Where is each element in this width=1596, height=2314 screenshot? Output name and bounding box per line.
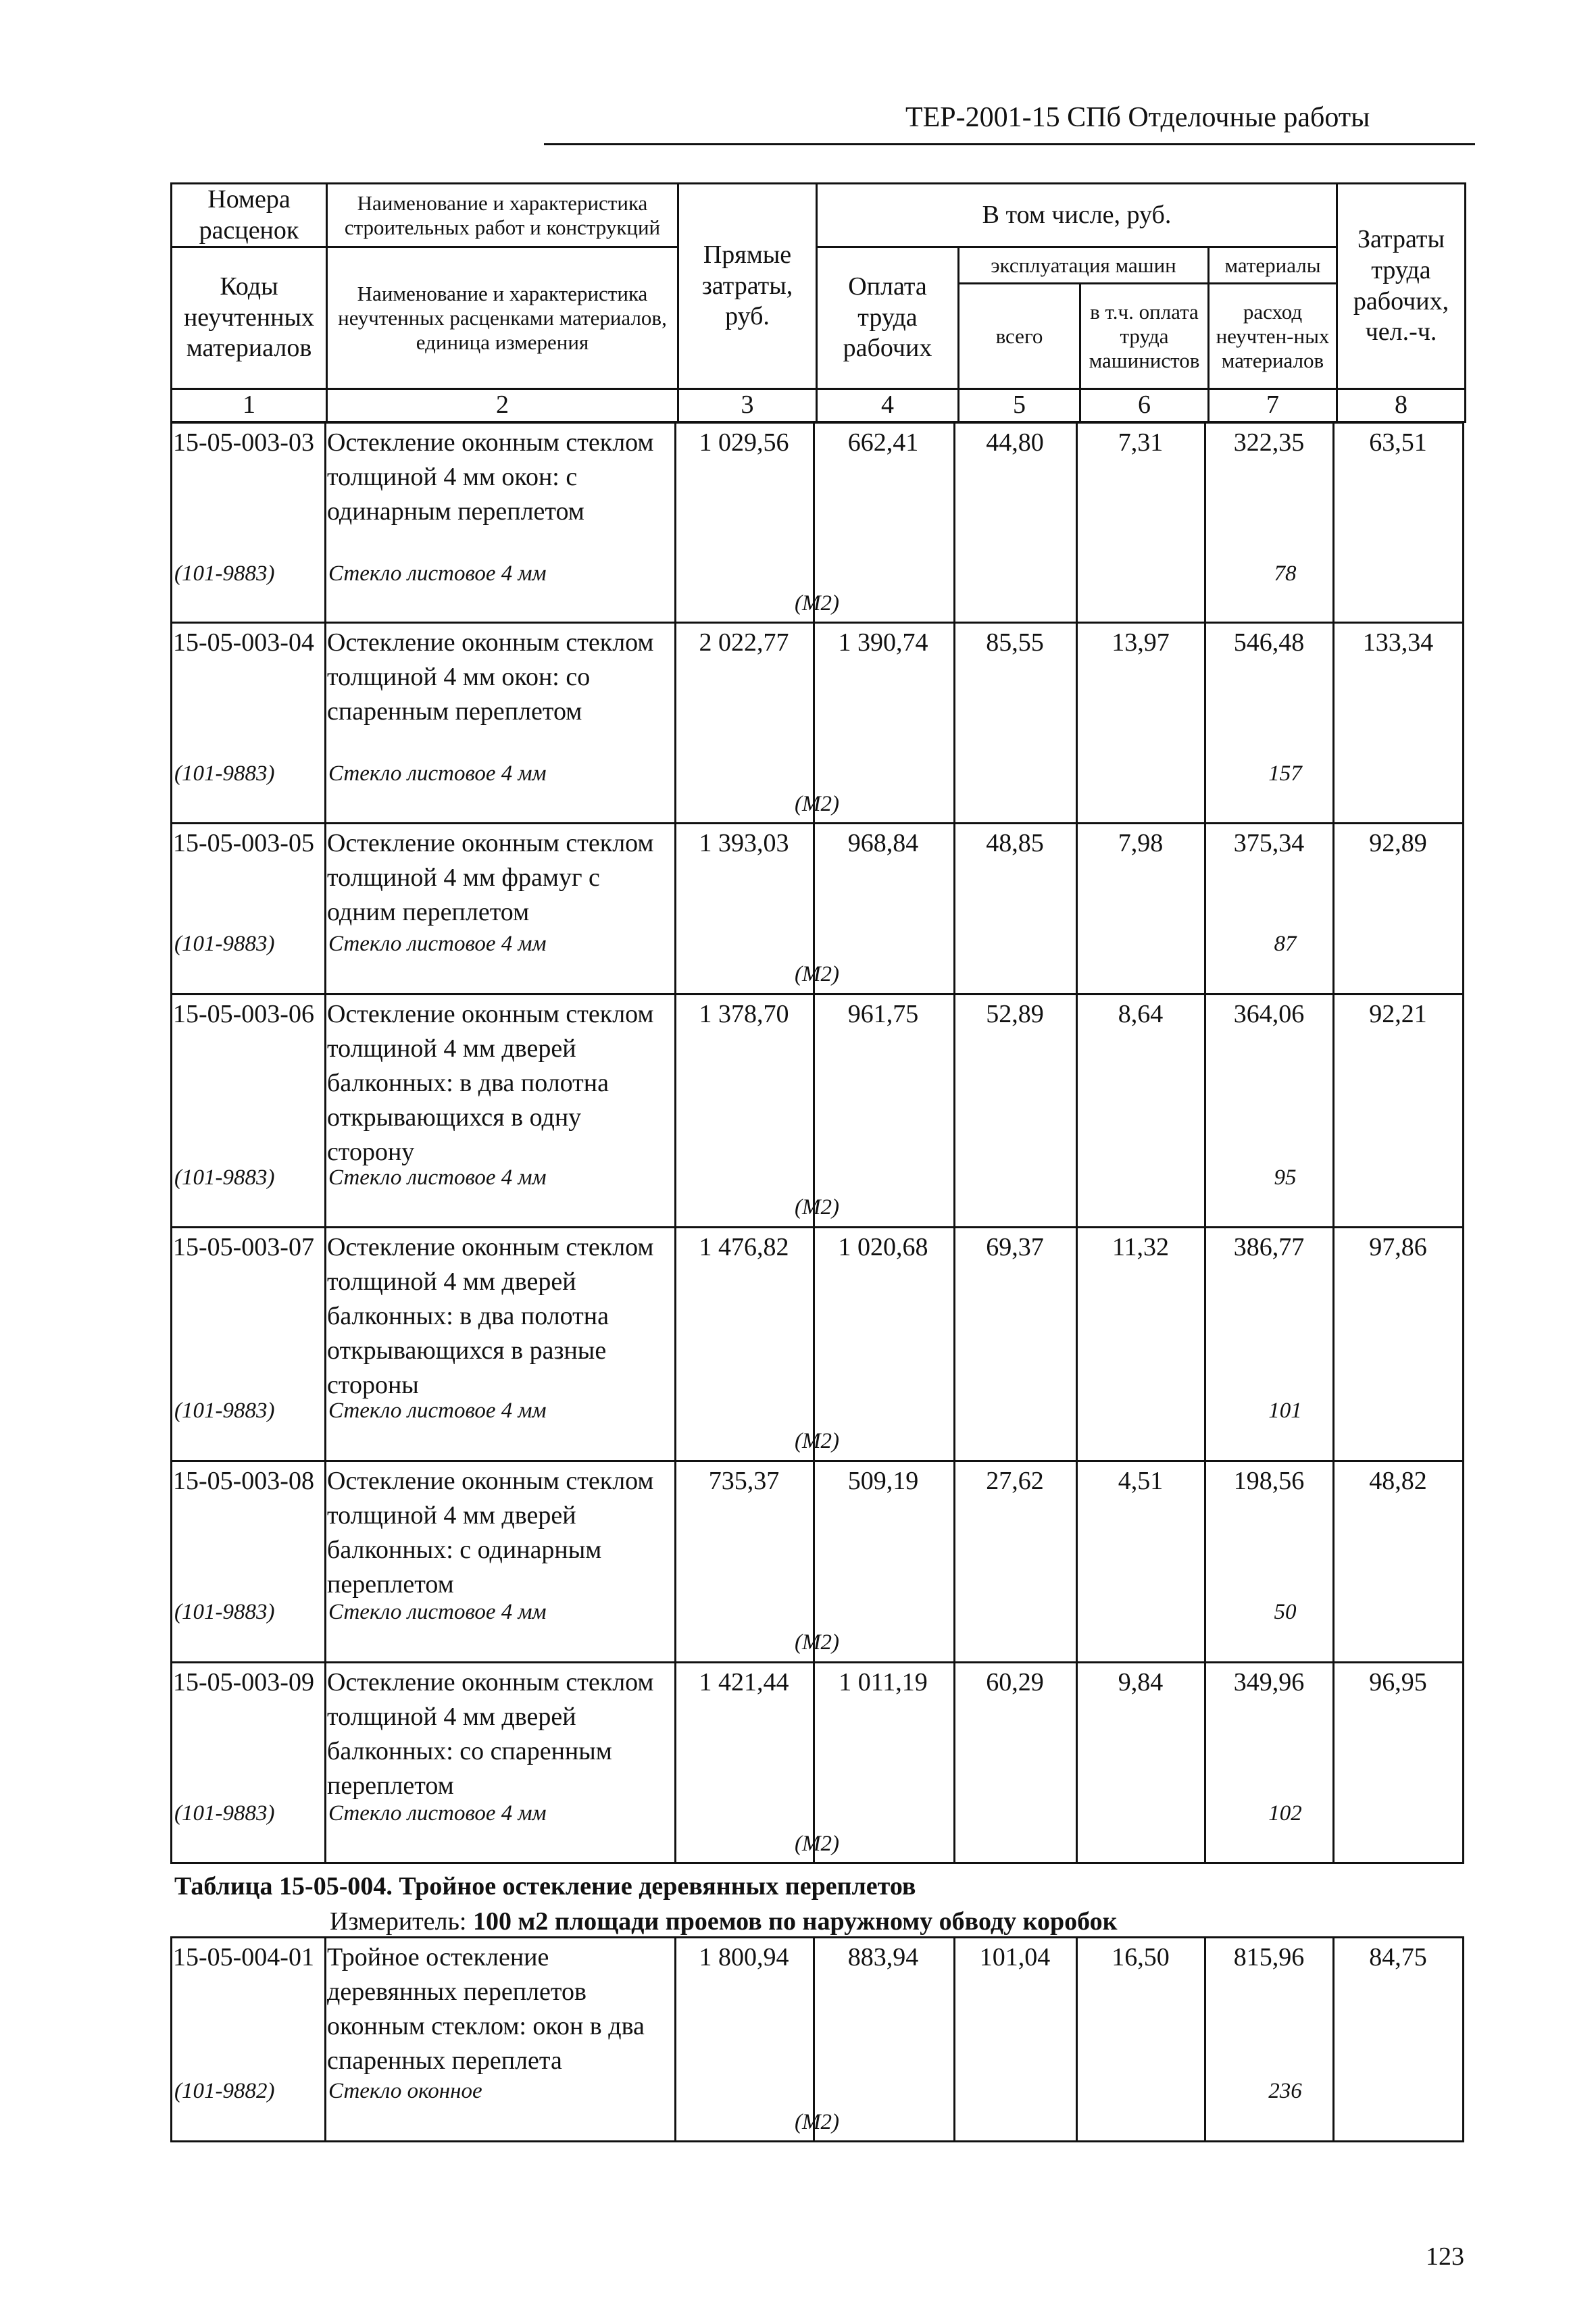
materials-cost: 386,77 [1233,1233,1305,1261]
direct-cost: 1 800,94 [699,1943,789,1971]
table-title: Таблица 15-05-004. Тройное остекление деревянных переплетов [174,1872,916,1901]
labor-hours: 133,34 [1362,628,1434,657]
operators-cost: 11,32 [1112,1233,1170,1261]
material-name: Стекло листовое 4 мм [328,932,547,956]
col1-top-header: Номера расценок [172,184,327,247]
material-name: Стекло листовое 4 мм [328,1600,547,1624]
material-unit: (М2) [795,591,839,615]
table-header [170,182,1466,423]
rate-code: 15-05-004-01 [173,1943,314,1971]
materials-cost: 198,56 [1233,1467,1305,1495]
labor-cost: 509,19 [847,1467,919,1495]
labor-hours: 97,86 [1369,1233,1427,1261]
col6-header: в т.ч. оплата труда машинистов [1080,284,1209,389]
material-name: Стекло листовое 4 мм [328,561,547,586]
labor-cost: 662,41 [847,428,919,457]
table-row [170,622,1464,822]
col2-bottom-header: Наименование и характеристика неучтенных расценками материалов, единица измерения [327,247,678,389]
material-code: (101-9883) [174,1399,275,1423]
table-row [170,1936,1464,2142]
rate-code: 15-05-003-03 [173,428,314,457]
col1-bottom-header: Коды неучтенных материалов [172,247,327,389]
operators-cost: 7,31 [1118,428,1164,457]
measure-value: 100 м2 площади проемов по наружному обводу коробок [473,1907,1118,1936]
operators-cost: 16,50 [1112,1943,1170,1971]
table-row [170,1460,1464,1661]
direct-cost: 1 421,44 [699,1668,789,1696]
col-number: 7 [1209,389,1337,422]
rate-code: 15-05-003-08 [173,1467,314,1495]
direct-cost: 735,37 [708,1467,780,1495]
col-number: 5 [959,389,1080,422]
material-quantity: 78 [1274,561,1297,586]
material-code: (101-9883) [174,1165,275,1190]
col-number: 6 [1080,389,1209,422]
material-unit: (М2) [795,962,839,986]
material-name: Стекло листовое 4 мм [328,761,547,786]
col-number: 2 [327,389,678,422]
measure-line [330,1907,1118,1936]
machines-header: эксплуатация машин [959,247,1209,284]
labor-cost: 968,84 [847,829,919,857]
materials-cost: 322,35 [1233,428,1305,457]
labor-cost: 1 390,74 [838,628,928,657]
col2-top-header: Наименование и характеристика строительных работ и конструкций [327,184,678,247]
machines-cost: 27,62 [986,1467,1044,1495]
materials-cost: 815,96 [1233,1943,1305,1971]
machines-cost: 52,89 [986,1000,1044,1028]
work-name: Остекление оконным стеклом толщиной 4 мм окон: со спаренным переплетом [327,628,654,726]
material-code: (101-9883) [174,561,275,586]
machines-cost: 60,29 [986,1668,1044,1696]
running-title: ТЕР-2001-15 СПб Отделочные работы [905,102,1370,133]
header-rule [544,143,1475,145]
work-name: Остекление оконным стеклом толщиной 4 мм фрамуг с одним переплетом [327,829,654,926]
operators-cost: 4,51 [1118,1467,1164,1495]
table-row [170,1226,1464,1460]
labor-cost: 961,75 [847,1000,919,1028]
direct-cost: 1 029,56 [699,428,789,457]
col8-header: Затраты труда рабочих, чел.-ч. [1337,184,1466,389]
material-unit: (М2) [795,1832,839,1856]
operators-cost: 7,98 [1118,829,1164,857]
materials-header: материалы [1209,247,1337,284]
table-row [170,422,1464,622]
direct-cost: 1 378,70 [699,1000,789,1028]
labor-hours: 48,82 [1369,1467,1427,1495]
materials-cost: 546,48 [1233,628,1305,657]
col-number: 3 [678,389,817,422]
col-number: 8 [1337,389,1466,422]
material-unit: (М2) [795,1429,839,1453]
work-name: Остекление оконным стеклом толщиной 4 мм окон: с одинарным переплетом [327,428,654,526]
material-quantity: 95 [1274,1165,1297,1190]
work-name: Тройное остекление деревянных переплетов оконным стеклом: окон в два спаренных переплета [327,1943,645,2075]
material-code: (101-9883) [174,1600,275,1624]
labor-cost: 1 011,19 [839,1668,928,1696]
col4-header: Оплата труда рабочих [817,247,959,389]
table-row [170,822,1464,993]
work-name: Остекление оконным стеклом толщиной 4 мм дверей балконных: в два полотна открывающихся в разные стороны [327,1233,654,1399]
col5-header: всего [959,284,1080,389]
labor-cost: 883,94 [847,1943,919,1971]
operators-cost: 9,84 [1118,1668,1164,1696]
materials-cost: 364,06 [1233,1000,1305,1028]
operators-cost: 13,97 [1112,628,1170,657]
labor-hours: 92,89 [1369,829,1427,857]
material-quantity: 50 [1274,1600,1297,1624]
material-unit: (М2) [795,792,839,816]
direct-cost: 2 022,77 [699,628,789,657]
page-number: 123 [1426,2242,1464,2271]
material-unit: (М2) [795,2110,839,2134]
materials-cost: 349,96 [1233,1668,1305,1696]
material-quantity: 236 [1268,2079,1302,2103]
labor-hours: 63,51 [1369,428,1427,457]
table-row [170,1661,1464,1864]
material-quantity: 87 [1274,932,1297,956]
in-that-number-header: В том числе, руб. [817,184,1337,247]
operators-cost: 8,64 [1118,1000,1164,1028]
material-code: (101-9882) [174,2079,275,2103]
rate-code: 15-05-003-09 [173,1668,314,1696]
rate-code: 15-05-003-07 [173,1233,314,1261]
machines-cost: 101,04 [979,1943,1051,1971]
labor-hours: 84,75 [1369,1943,1427,1971]
material-quantity: 101 [1268,1399,1302,1423]
machines-cost: 48,85 [986,829,1044,857]
direct-cost: 1 476,82 [699,1233,789,1261]
table-row [170,993,1464,1226]
col-number: 1 [172,389,327,422]
material-unit: (М2) [795,1630,839,1655]
material-name: Стекло оконное [328,2079,482,2103]
rate-code: 15-05-003-04 [173,628,314,657]
direct-cost: 1 393,03 [699,829,789,857]
material-name: Стекло листовое 4 мм [328,1801,547,1826]
col7-header: расход неучтен-ных материалов [1209,284,1337,389]
material-name: Стекло листовое 4 мм [328,1399,547,1423]
labor-hours: 92,21 [1369,1000,1427,1028]
work-name: Остекление оконным стеклом толщиной 4 мм дверей балконных: в два полотна открывающихся в одну сторону [327,1000,654,1166]
materials-cost: 375,34 [1233,829,1305,857]
material-quantity: 102 [1268,1801,1302,1826]
material-unit: (М2) [795,1195,839,1219]
material-code: (101-9883) [174,932,275,956]
measure-label: Измеритель: [330,1907,473,1936]
work-name: Остекление оконным стеклом толщиной 4 мм дверей балконных: с одинарным переплетом [327,1467,654,1599]
work-name: Остекление оконным стеклом толщиной 4 мм дверей балконных: со спаренным переплетом [327,1668,654,1800]
material-code: (101-9883) [174,1801,275,1826]
machines-cost: 44,80 [986,428,1044,457]
labor-hours: 96,95 [1369,1668,1427,1696]
material-name: Стекло листовое 4 мм [328,1165,547,1190]
rate-code: 15-05-003-06 [173,1000,314,1028]
labor-cost: 1 020,68 [838,1233,928,1261]
machines-cost: 85,55 [986,628,1044,657]
col-number: 4 [817,389,959,422]
col3-header: Прямые затраты, руб. [678,184,817,389]
rate-code: 15-05-003-05 [173,829,314,857]
material-code: (101-9883) [174,761,275,786]
machines-cost: 69,37 [986,1233,1044,1261]
material-quantity: 157 [1268,761,1302,786]
